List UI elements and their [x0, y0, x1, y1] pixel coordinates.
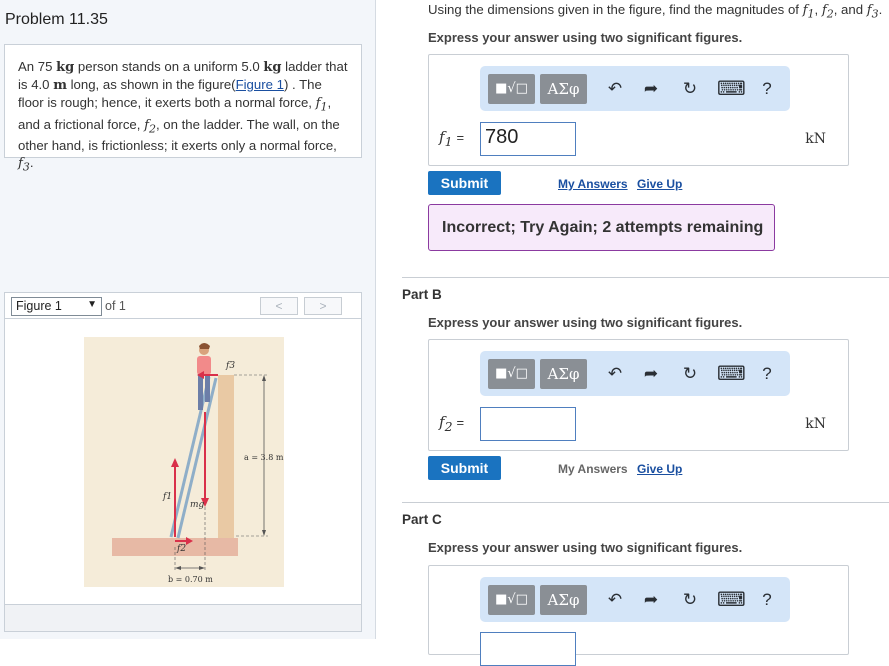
problem-text: , on the ladder. The wall, on the other hand, is frictionless; it exerts only a normal force, [18, 116, 340, 154]
var-f2: $f_2$ [144, 117, 156, 136]
part-a-give-up-link[interactable]: Give Up [637, 177, 683, 191]
undo-icon[interactable]: ↶ [607, 364, 623, 383]
part-b-give-up-link[interactable]: Give Up [637, 462, 683, 476]
f1-label: f1 [163, 492, 173, 502]
template-button[interactable]: ■√□ [488, 359, 535, 389]
var-f1: $f_1$ [315, 96, 328, 114]
problem-text: person stands on a uniform 5.0 [74, 59, 264, 74]
reset-icon[interactable]: ↻ [682, 79, 698, 98]
help-icon[interactable]: ? [762, 590, 772, 609]
keyboard-icon[interactable]: ⌨ [717, 363, 746, 385]
prev-figure-button[interactable]: < [260, 297, 298, 315]
math-toolbar [480, 66, 790, 111]
reset-icon[interactable]: ↻ [682, 590, 698, 609]
part-c-label: Part C [402, 512, 442, 527]
undo-icon[interactable]: ↶ [607, 79, 623, 98]
problem-text: long, as shown in the figure( [66, 77, 236, 92]
mg-label: mg [190, 500, 205, 510]
keyboard-icon[interactable]: ⌨ [717, 78, 746, 100]
part-b-answer-box [428, 339, 849, 451]
problem-panel [0, 0, 376, 639]
keyboard-icon[interactable]: ⌨ [717, 589, 746, 611]
part-b-submit-button[interactable]: Submit [428, 456, 501, 480]
divider [402, 502, 889, 503]
problem-statement [4, 44, 362, 174]
greek-symbols-button[interactable]: ΑΣφ [540, 74, 587, 104]
f2-answer-input[interactable] [480, 407, 576, 441]
part-b-label: Part B [402, 287, 442, 302]
part-c-instructions: Express your answer using two significant figures. [428, 540, 743, 555]
feedback-message: Incorrect; Try Again; 2 attempts remaining [428, 204, 775, 251]
f3-answer-input[interactable] [480, 632, 576, 666]
var-f3: $f_3$ [18, 156, 30, 174]
redo-icon[interactable]: ➦ [643, 79, 659, 98]
problem-text: , and a frictional force, [18, 95, 332, 132]
reset-icon[interactable]: ↻ [682, 364, 698, 383]
problem-title: Problem 11.35 [5, 11, 108, 28]
part-c-answer-box [428, 565, 849, 655]
var-f1: $f_1$ [802, 3, 815, 21]
math-toolbar [480, 351, 790, 396]
base-label: b = 0.70 m [168, 575, 213, 584]
greek-symbols-button[interactable]: ΑΣφ [540, 359, 587, 389]
wall [218, 375, 234, 540]
caret-down-icon: ▼ [87, 299, 97, 310]
f1-answer-input[interactable]: 780 [480, 122, 576, 156]
var-f3: $f_3$ [866, 3, 879, 21]
part-a-answer-box [428, 54, 849, 166]
figure-panel [4, 292, 362, 632]
figure-select[interactable]: Figure 1 ▼ [11, 297, 102, 316]
problem-text: ) . The floor is rough; hence, it exerts both a normal force, [18, 77, 322, 110]
var-f2: $f_2$ [821, 3, 834, 21]
part-b-my-answers-link[interactable]: My Answers [558, 462, 628, 476]
unit-kg: kg [263, 60, 282, 75]
figure-toolbar [5, 293, 361, 319]
divider [402, 277, 889, 278]
f2-label: $f_2$ = [439, 413, 465, 434]
f1-label: $f_1$ = [439, 128, 465, 149]
template-button[interactable]: ■√□ [488, 74, 535, 104]
unit-label: kN [805, 131, 826, 147]
problem-text: An 75 [18, 59, 57, 74]
unit-label: kN [805, 416, 826, 432]
height-label: a = 3.8 m [244, 453, 284, 462]
redo-icon[interactable]: ➦ [643, 364, 659, 383]
problem-text: . [29, 155, 34, 171]
undo-icon[interactable]: ↶ [607, 590, 623, 609]
part-b-instructions: Express your answer using two significant figures. [428, 315, 743, 330]
greek-symbols-button[interactable]: ΑΣφ [540, 585, 587, 615]
ladder-figure [84, 337, 284, 587]
f3-label: f3 [226, 361, 236, 371]
help-icon[interactable]: ? [762, 79, 772, 98]
part-a-my-answers-link[interactable]: My Answers [558, 177, 628, 191]
redo-icon[interactable]: ➦ [643, 590, 659, 609]
part-a-instructions: Express your answer using two significant figures. [428, 30, 743, 45]
template-button[interactable]: ■√□ [488, 585, 535, 615]
problem-text: ladder that is 4.0 [18, 59, 348, 92]
figure-link[interactable]: Figure 1 [235, 77, 284, 92]
math-toolbar [480, 577, 790, 622]
f2-label: f2 [177, 544, 187, 554]
figure-count: of 1 [105, 299, 126, 313]
figure-footer [4, 604, 362, 632]
unit-m: m [53, 78, 67, 93]
help-icon[interactable]: ? [762, 364, 772, 383]
question-text: Using the dimensions given in the figure, find the magnitudes of $f_1$, $f_2$, and $f_3$. [428, 2, 883, 21]
next-figure-button[interactable]: > [304, 297, 342, 315]
answer-panel [377, 0, 889, 639]
part-a-submit-button[interactable]: Submit [428, 171, 501, 195]
unit-kg: kg [56, 60, 75, 75]
